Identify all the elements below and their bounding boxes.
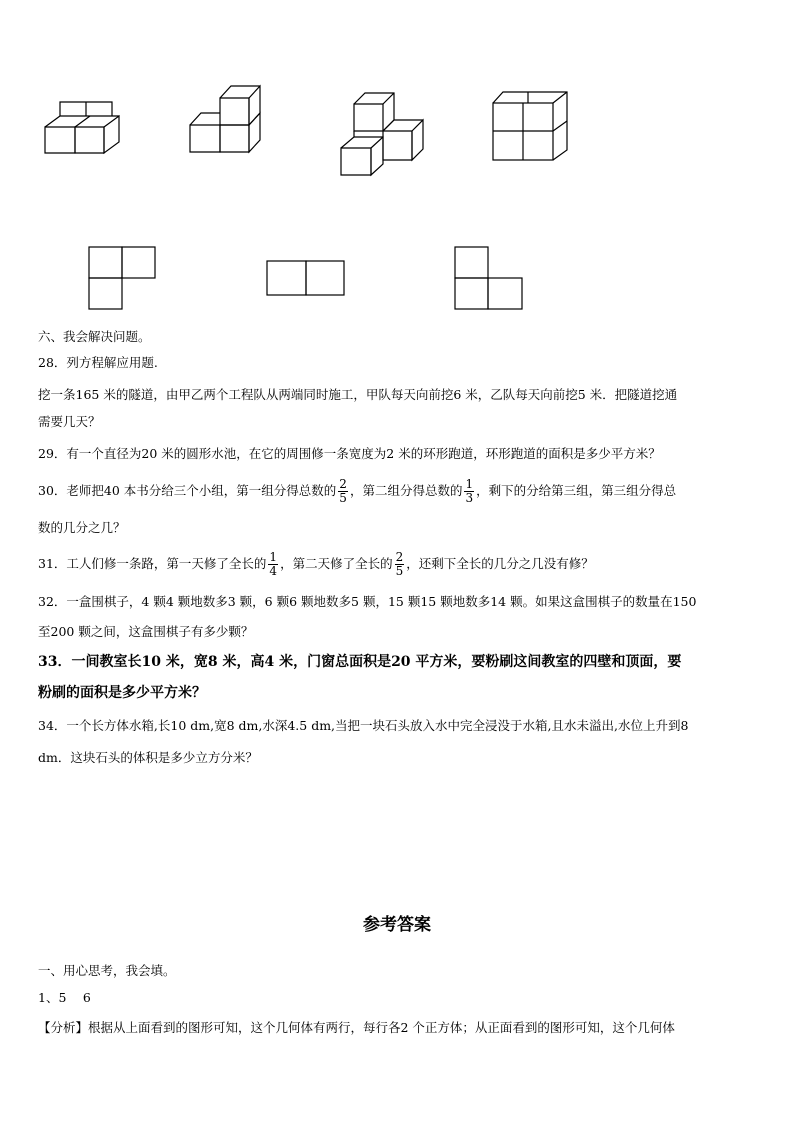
answers-title: 参考答案: [363, 915, 431, 935]
q34-text-line1: 34．一个长方体水箱,长10 dm,宽8 dm,水深4.5 dm,当把一块石头放入水中完全浸没于水箱,且水未溢出,水位上升到8: [38, 718, 689, 733]
q34-text-line2: dm．这块石头的体积是多少立方分米？: [38, 750, 258, 765]
q31-fraction-2-num: 2: [395, 550, 404, 564]
figures-area: [0, 0, 794, 330]
q30-fraction-1: [338, 478, 348, 505]
q31-fraction-2-den: 5: [395, 564, 404, 578]
q31-text-part3: ，还剩下全长的几分之几没有修？: [406, 556, 594, 571]
q31-text-part1: 31．工人们修一条路，第一天修了全长的: [38, 556, 267, 571]
answer-analysis: 【分析】根据从上面看到的图形可知，这个几何体有两行，每行各2 个正方体；从正面看到的图形可知，这个几何体: [38, 1020, 675, 1035]
q28-text-line1: 挖一条165 米的隧道，由甲乙两个工程队从两端同时施工，甲队每天向前挖6 米，乙队每天向前挖5 米．把隧道挖通: [38, 387, 678, 402]
q29-text: 29．有一个直径为20 米的圆形水池，在它的周围修一条宽度为2 米的环形跑道，环形跑道的面积是多少平方米？: [38, 446, 661, 461]
q31-fraction-1-den: 4: [269, 564, 278, 578]
q30-text-line2: 数的几分之几？: [38, 520, 126, 535]
q30-fraction-1-num: 2: [339, 477, 347, 491]
q30-fraction-2-den: 3: [465, 491, 474, 505]
q30-text-part2: ，第二组分得总数的: [349, 483, 463, 498]
q32-text-line2: 至200 颗之间，这盒围棋子有多少颗？: [38, 624, 254, 639]
view-shape-2: [267, 261, 344, 295]
q31-text-part2: ，第二天修了全长的: [280, 556, 393, 571]
q30-fraction-1-den: 5: [339, 491, 347, 505]
cube-solid-4: [493, 92, 567, 160]
q30-fraction-2: [464, 478, 474, 505]
q31-line1: [38, 549, 594, 579]
q32-text-line1: 32．一盒围棋子，4 颗4 颗地数多3 颗，6 颗6 颗地数多5 颗，15 颗15 颗地数多14 颗。如果这盒围棋子的数量在150: [38, 594, 697, 609]
cube-solid-3: [341, 93, 423, 175]
q30-line1: [38, 476, 676, 506]
answer-1: 1、5 6: [38, 990, 91, 1005]
q28-title: 28．列方程解应用题.: [38, 355, 158, 370]
view-shape-1: [89, 247, 155, 309]
q30-text-part3: ，剩下的分给第三组，第三组分得总: [476, 483, 677, 498]
q30-text-part1: 30．老师把40 本书分给三个小组，第一组分得总数的: [38, 483, 337, 498]
q31-fraction-2: [395, 551, 405, 578]
q33-text-line2: 粉刷的面积是多少平方米？: [38, 685, 206, 701]
q28-text-line2: 需要几天？: [38, 414, 101, 429]
q31-fraction-1-num: 1: [269, 550, 278, 564]
answers-section1-heading: 一、用心思考，我会填。: [38, 963, 176, 978]
section6-heading: 六、我会解决问题。: [38, 329, 151, 344]
cube-solid-2: [190, 86, 260, 152]
q31-fraction-1: [268, 551, 278, 578]
view-shape-3: [455, 247, 522, 309]
q33-text-line1: 33．一间教室长10 米，宽8 米，高4 米，门窗总面积是20 平方米，要粉刷这间教室的四壁和顶面，要: [38, 654, 682, 670]
cube-solid-1: [45, 102, 119, 153]
q30-fraction-2-num: 1: [465, 477, 474, 491]
